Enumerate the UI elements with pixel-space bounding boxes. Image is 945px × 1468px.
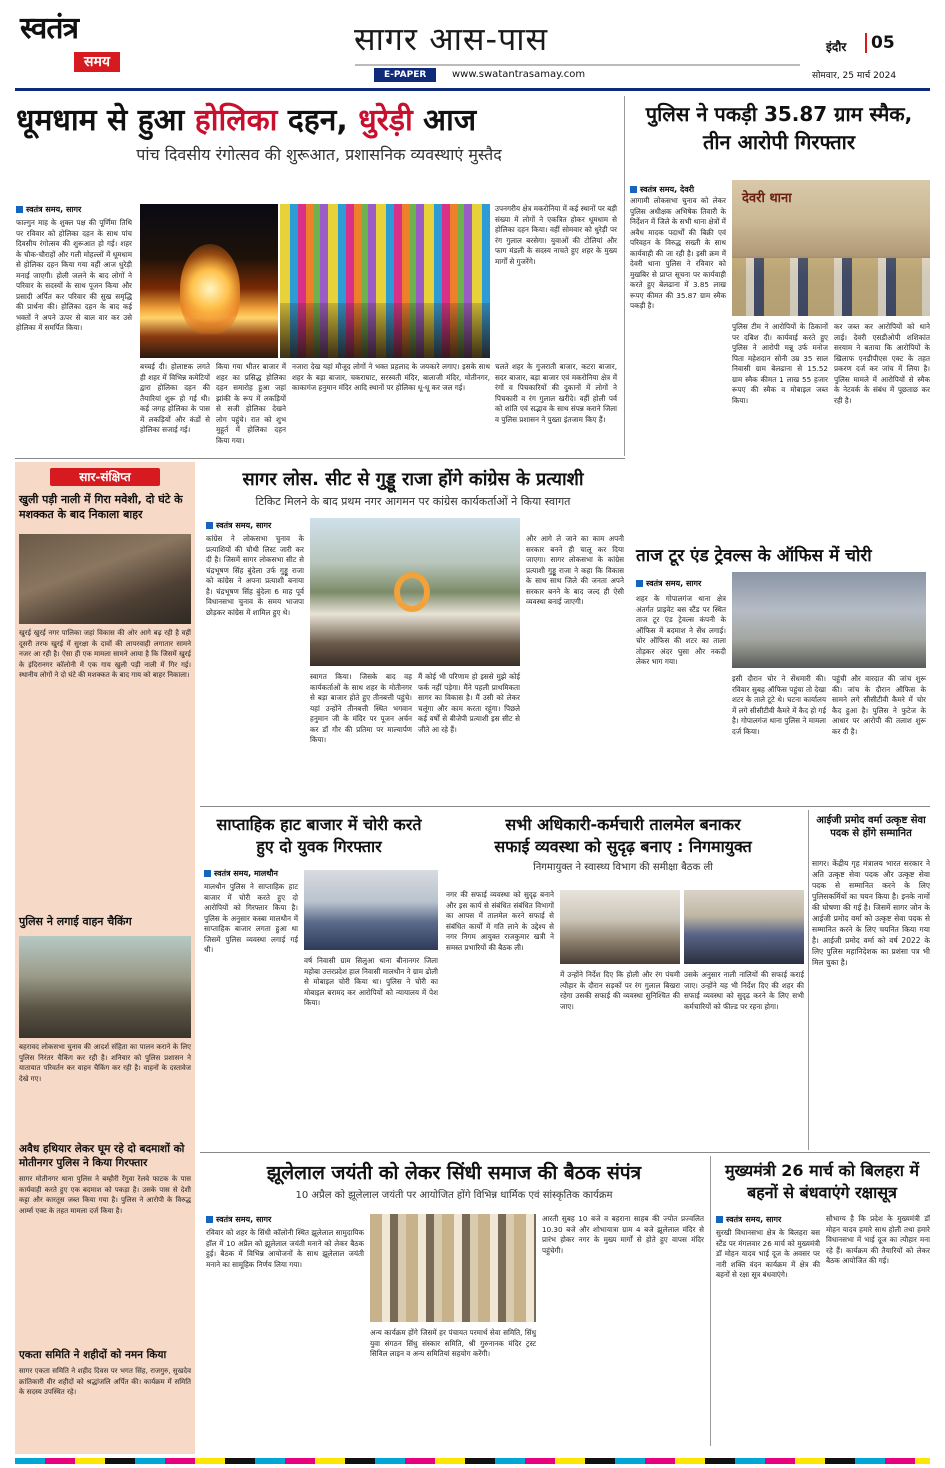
jhulelal-column-1: रविवार को शहर के सिंधी कॉलोनी स्थित झूलेलाल सामुदायिक हॉल में 10 अप्रैल को झूलेलाल जयंती मनाने को लेकर बैठक हुई। बैठक में विभिन्न आयोजनों के साथ झूलेलाल जयंती मनाने का सामूहिक निर्णय लिया गया। xyxy=(206,1228,364,1269)
jhulelal-column-3: आरती सुबह 10 बजे व बहराना साहब की ज्योत प्रज्वलित 10.30 बजे और शोभायात्रा ग्राम 4 बजे झूलेलाल मंदिर से प्रारंभ होकर नगर के मुख्य मार्गों से होते हुए वापस मंदिर पहुंचेगी। xyxy=(542,1214,704,1255)
fire-glow xyxy=(180,244,240,334)
dateline-text: स्वतंत्र समय, सागर xyxy=(216,1215,272,1224)
sidebar-story-3-text: सागर मोतीनगर थाना पुलिस ने बम्हौरी रेंगुवा रेलवे फाटक के पास कार्यवाही करते हुए एक बदमाश को पकड़ा है। उसके पास से देशी कट्टा और कारतूस जब्त किया गया है। पुलिस ने आरोपी के विरुद्ध आर्म्स एक्ट के तहत मामला दर्ज किया है। xyxy=(19,1175,191,1215)
sidebar-header: सार-संक्षिप्त xyxy=(50,468,160,486)
police-headline: पुलिस ने पकड़ी 35.87 ग्राम स्मैक, तीन आरोपी गिरफ्तार xyxy=(645,102,913,154)
cm-story xyxy=(714,1156,930,1454)
police-station-photo xyxy=(732,180,930,316)
page-number: 05 xyxy=(865,33,895,53)
police-station-sign: देवरी थाना xyxy=(742,191,792,206)
award-story xyxy=(812,810,930,1150)
jhulelal-headline: झूलेलाल जयंती को लेकर सिंधी समाज की बैठक संपंत्र xyxy=(266,1162,642,1184)
lead-headline xyxy=(16,96,622,140)
column-divider xyxy=(710,1156,711,1446)
dateline-text: स्वतंत्र समय, सागर xyxy=(216,521,272,530)
print-color-strip xyxy=(15,1458,930,1464)
lead-column-4: नजारा देख यहां मौजूद लोगों ने भक्त प्रहलाद के जयकारे लगाए। इसके साथ शहर के बड़ा बाजार, चकराघाट, सरस्वती मंदिर, बालाजी मंदिर, मोतीनगर, काकागंज हनुमान मंदिर आदि स्थानों पर होलिका धू-धू कर जल गई। xyxy=(292,362,490,392)
haat-column-1: मालथौन पुलिस ने साप्ताहिक हाट बाजार में चोरी करते हुए दो आरोपियों को गिरफ्तार किया है। पुलिस के अनुसार कस्बा मालथौन में साप्ताहिक बाजार लगता हुआ था जिसमें पुलिस व्यवस्था लगाई गई थी। xyxy=(204,882,298,954)
nigam-column-3: उसके अनुसार नाली नालियों की सफाई कराई जाए। उन्होंने यह भी निर्देश दिए की शहर की सफाई व्यवस्था को सुदृढ़ करने के लिए सभी कर्मचारियों को फील्ड पर रहना होगा। xyxy=(684,970,804,1011)
section-rule xyxy=(15,458,625,459)
section-title: सागर आस-पास xyxy=(354,20,549,58)
taj-story xyxy=(630,540,930,802)
taj-column-3: पहुंची और वारदात की जांच शुरू की। जांच के दौरान ऑफिस के सामने लगे सीसीटीवी कैमरे में चोर कैद हुआ है। पुलिस ने फुटेज के आधार पर आरोपी की तलाश शुरू कर दी है। xyxy=(832,674,926,736)
column-divider xyxy=(808,810,809,1150)
meeting-photo-1 xyxy=(560,890,680,964)
dateline-square-icon xyxy=(636,580,643,587)
market-colors-photo xyxy=(280,204,490,358)
logo xyxy=(20,12,140,82)
dateline-text: स्वतंत्र समय, सागर xyxy=(26,205,82,214)
masthead-rule xyxy=(355,64,800,66)
congress-headline: सागर लोस. सीट से गुड्डू राजा होंगे कांग्रेस के प्रत्याशी xyxy=(242,469,584,490)
jhulelal-dateline xyxy=(206,1214,271,1225)
sidebar-story-4-text: सागर एकता समिति ने शहीद दिवस पर भगत सिंह, राजगुरु, सुखदेव क्रांतिकारी वीर शहीदों को श्रद्धांजलि अर्पित की। कार्यक्रम में समिति के सदस्य उपस्थित रहे। xyxy=(19,1367,191,1396)
lead-column-2: बच्चई दी। होलाष्टक लगते ही शहर में विभिन्न कमेटियों द्वारा होलिका दहन की तैयारियां शुरू हो गई थी। कई जगह होलिका के पास में लकड़ियों और कंडों से होलिका सजाई गई। xyxy=(140,362,210,434)
sidebar-story-2-headline: पुलिस ने लगाई वाहन चैकिंग xyxy=(19,915,132,928)
cm-headline: मुख्यमंत्री 26 मार्च को बिलहरा में बहनों से बंधवाएंगे रक्षासूत्र xyxy=(724,1161,920,1202)
cm-column-2: सौभाग्य है कि प्रदेश के मुख्यमंत्री डॉ मोहन यादव हमारे साथ होली तथा हमारे विधानसभा में भाई दूज का त्यौहार मना रहे हैं। कार्यक्रम की तैयारियों को लेकर बैठक आयोजित की गई। xyxy=(826,1214,930,1265)
jhulelal-meeting-photo xyxy=(370,1214,536,1322)
dateline-text: स्वतंत्र समय, देवरी xyxy=(640,185,695,194)
issue-date: सोमवार, 25 मार्च 2024 xyxy=(812,71,897,81)
holika-fire-photo xyxy=(140,204,278,358)
nigam-headline-1: सभी अधिकारी-कर्मचारी तालमेल बनाकर xyxy=(505,815,741,834)
lead-subhead: पांच दिवसीय रंगोत्सव की शुरूआत, प्रशासनिक व्यवस्थाएं मुस्तैद xyxy=(136,145,502,164)
police-column-1: आगामी लोकसभा चुनाव को लेकर पुलिस अधीक्षक अभिषेक तिवारी के निर्देशन में जिले के सभी थाना क्षेत्रों में अवैध मादक पदार्थों की बिक्री एवं परिवहन के विरुद्ध सख्ती के साथ कार्यवाही की जा रही है। इसी क्रम में देवरी थाना पुलिस ने रविवार को मुखबिर से प्राप्त सूचना पर कार्यवाही करते हुए बेलढाना में 3.85 लाख रूपए कीमत की 35.87 ग्राम स्मैक पकड़ी है। xyxy=(630,196,726,310)
nigam-headline-2: सफाई व्यवस्था को सुदृढ़ बनाए : निगमायुक्त xyxy=(494,837,752,856)
congress-dateline xyxy=(206,520,271,531)
dateline-text: स्वतंत्र समय, सागर xyxy=(726,1215,782,1224)
dateline-text: स्वतंत्र समय, मालथौन xyxy=(214,869,278,878)
haat-story xyxy=(200,810,438,1164)
logo-bottom-text: समय xyxy=(74,52,120,72)
cattle-rescue-photo xyxy=(19,534,191,624)
dateline-square-icon xyxy=(206,1216,213,1223)
congress-column-1: कांग्रेस ने लोकसभा चुनाव के प्रत्याशियों की चौथी लिस्ट जारी कर दी है। जिसमें सागर लोकसभा सीट से चंद्रभूषण सिंह बुंदेला उर्फ गुड्डू राजा को कांग्रेस ने अपना प्रत्याशी बनाया है। चंद्रभूषण सिंह बुंदेला 6 माह पूर्व विधानसभा चुनाव के समय भाजपा छोड़कर कांग्रेस में शामिल हुए थे। xyxy=(206,534,304,617)
lead-column-5: उपनगरीय क्षेत्र मकरोनिया में कई स्थानों पर बड़ी संख्या में लोगों ने एकत्रित होकर धूमधाम से होलिका दहन किया। वहीं सोमवार को धुरेड़ी पर रंग गुलाल बरसेगा। युवाओं की टोलियां और फाग मंडली के सदस्य नाचते हुए शहर के मुख्य मार्गों से गुजरेंगे। xyxy=(495,204,617,266)
dateline-square-icon xyxy=(16,206,23,213)
news-sidebar xyxy=(15,462,195,1454)
vehicle-checking-photo xyxy=(19,936,191,1038)
haat-headline: साप्ताहिक हाट बाजार में चोरी करते हुए दो युवक गिरफ्तार xyxy=(216,815,422,856)
police-column-2: पुलिस टीम ने आरोपियों के ठिकानों पर दबिश दी। कार्यवाई करते हुए पुलिस ने आरोपी मन्नू उर्फ मनोज पिता महेशदान सोनी उम्र 35 साल निवासी ग्राम बेलढाना से 15.52 ग्राम स्मैक कीमत 1 लाख 55 हजार रूपए की स्मैक व मोबाइल जब्त किया। xyxy=(732,322,828,405)
award-headline: आईजी प्रमोद वर्मा उत्कृष्ट सेवा पदक से होंगे सम्मानित xyxy=(816,815,926,839)
website-link[interactable]: www.swatantrasamay.com xyxy=(452,69,586,80)
taj-dateline xyxy=(636,578,701,589)
dateline-square-icon xyxy=(204,870,211,877)
congress-welcome-photo xyxy=(310,518,520,666)
dateline-square-icon xyxy=(206,522,213,529)
masthead-bottom-rule xyxy=(15,88,930,91)
taj-headline: ताज टूर एंड ट्रेवल्स के ऑफिस में चोरी xyxy=(636,546,872,566)
congress-story xyxy=(200,462,626,802)
jhulelal-column-2: अन्य कार्यक्रम होंगे जिसमें हर पंचायत परमार्थ सेवा समिति, सिंधु युवा संगठन सिंधु संस्कार समिति, श्री गुरुनानक मंदिर ट्रस्ट सिविल लाइन व अन्य समितियां सहयोग करेंगी। xyxy=(370,1328,536,1358)
jhulelal-story xyxy=(200,1156,708,1454)
sidebar-story-4-headline: एकता समिति ने शहीदों को नमन किया xyxy=(19,1349,167,1361)
award-text: सागर। केंद्रीय गृह मंत्रालय भारत सरकार ने अति उत्कृष्ट सेवा पदक और उत्कृष्ट सेवा पदक से सम्मानित करने के लिए पुलिसकर्मियों का चयन किया है। इनके नामों की घोषणा की गई है। जिसमें सागर जोन के आईजी प्रमोद वर्मा को उत्कृष्ट सेवा पदक से सम्मानित करने के लिए चयनित किया गया है। आईजी प्रमोद वर्मा को वर्ष 2022 के लिए पुलिस महानिदेशक का प्रशंसा पत्र भी मिल चुका है। xyxy=(812,859,930,967)
sidebar-story-1-text: खुरई खुरई नगर पालिका जहां विकास की ओर आगे बढ़ रही है वहीं दूसरी तरफ खुरई में सुरक्षा के दावों की लापरवाही लगातार सामने नजर आ रही है। ऐसा ही एक मामला सामने आया है कि जिसमें खुरई के इंदिरानगर कॉलोनी में एक गाय खुली पड़ी नाली में गिर गई। स्थानीय लोगों ने दो घंटे की मशक्कत के बाद गाय को बाहर निकाला। xyxy=(19,629,191,679)
haat-dateline xyxy=(204,868,278,879)
haat-column-2: वर्ष निवासी ग्राम सिलुआ थाना बीनानगर जिला महोबा उत्तरप्रदेश हाल निवासी मालथौन ने ग्राम ढोली से मोबाइल चोरी किया था। पुलिस ने चोरी का मोबाइल बरामद कर आरोपियों को न्यायालय में पेश किया। xyxy=(304,956,438,1007)
police-dateline xyxy=(630,184,694,195)
garland xyxy=(394,572,430,612)
taj-column-2: इसी दौरान चोर ने सेंधमारी की। रविवार सुबह ऑफिस पहुंचा तो देखा शटर के ताले टूटे थे। घटना कार्यालय में लगे सीसीटीवी कैमरे में कैद हो गई है। गोपालगंज थाना पुलिस ने मामला दर्ज किया। xyxy=(732,674,826,736)
dateline-square-icon xyxy=(716,1216,723,1223)
lead-headline-part: आज xyxy=(412,103,477,138)
section-rule xyxy=(200,1152,930,1153)
lead-headline-highlight: धुरेड़ी xyxy=(358,103,413,138)
lead-headline-part: दहन, xyxy=(277,103,359,138)
police-story xyxy=(628,96,930,536)
section-rule xyxy=(200,806,930,807)
cm-dateline xyxy=(716,1214,781,1225)
market-crowd xyxy=(280,303,490,358)
dateline-text: स्वतंत्र समय, सागर xyxy=(646,579,702,588)
nigam-subhead: निगमायुक्त ने स्वास्थ्य विभाग की समीक्षा बैठक ली xyxy=(533,862,713,873)
lead-headline-part: धूमधाम से हुआ xyxy=(16,103,195,138)
nigam-column-1: नगर की सफाई व्यवस्था को सुदृढ़ बनाने और इस कार्य से संबंधित संबंधित विभागों का आपस में तालमेल करने सफाई से संबंधित कार्यों में गति लाने के उद्देश्य से नगर निगम आयुक्त राजकुमार खत्री ने समस्त प्रभारियों की बैठक ली। xyxy=(446,890,554,952)
dateline-square-icon xyxy=(630,186,637,193)
meeting-photo-2 xyxy=(684,890,804,964)
haat-arrest-photo xyxy=(304,870,438,950)
congress-column-4: और आगे ले जाने का काम अपनी सरकार बनने ही चालू कर दिया जाएगा। सागर लोकसभा के कांग्रेस प्रत्याशी गुड्डू राजा ने कहा कि विकास के साथ साथ जिले की जनता अपने सरकार बनने के बाद जल्द ही ऐसी व्यवस्था बनाई जाएगी। xyxy=(526,534,624,606)
nigam-column-2: में उन्होंने निर्देश दिए कि होली और रंग पंचमी त्यौहार के दौरान सड़कों पर रंग गुलाल बिखरा रहेगा उसकी सफाई की व्यवस्था सुनिश्चित की जाए। xyxy=(560,970,680,1011)
cm-column-1: सुरखी विधानसभा क्षेत्र के बिलहरा बस स्टैंड पर मंगलवार 26 मार्च को मुख्यमंत्री डॉ मोहन यादव भाई दूज के अवसर पर नारी शक्ति वंदन कार्यक्रम में क्षेत्र की बहनों से रक्षा सूत्र बंधवाएंगे। xyxy=(716,1228,820,1279)
masthead xyxy=(0,0,945,88)
logo-top-text: स्वतंत्र xyxy=(20,11,79,46)
lead-column-6: चलते शहर के गुजराती बाजार, कटरा बाजार, सदर बाजार, बड़ा बाजार एवं मकरोनिया क्षेत्र में रंगों व पिचकारियों की दुकानों में लोगों ने पिचकारी व रंग गुलाल खरीदे। वहीं होली पर्व को शांति एवं सद्भाव के साथ संपन्न कराने जिला व पुलिस प्रशासन ने पुख्ता इंतजाम किए हैं। xyxy=(495,362,617,424)
congress-column-3: मैं कोई भी परिणाम हो इससे मुझे कोई फर्क नहीं पड़ेगा। मैंने पहली प्राथमिकता सागर का विकास है। मैं उसी को लेकर चलूंगा और काम करता रहूंगा। पिछले कई वर्षों से बीजेपी प्रत्याशी इस सीट से जीते आ रहे हैं। xyxy=(418,672,520,734)
lead-story xyxy=(16,96,622,456)
taj-column-1: शहर के गोपालगंज थाना क्षेत्र अंतर्गत प्राइवेट बस स्टैंड पर स्थित ताज टूर एंड ट्रेवल्स कंपनी के ऑफिस में बदमाश ने सेंध लगाई। चोर ऑफिस की शटर का ताला तोड़कर अंदर घुसा और नकदी लेकर भाग गया। xyxy=(636,594,726,666)
epaper-tag: E-PAPER xyxy=(374,68,436,82)
column-divider xyxy=(624,96,625,456)
lead-column-3: किया गया भीतर बाजार में शहर का प्रसिद्ध होलिका दहन समारोह हुआ जहां झांकी के रूप में लकड़ियों से सजी होलिका देखने लोग पहुंचे। रात को शुभ मुहूर्त में होलिका दहन किया गया। xyxy=(216,362,286,445)
city-label: इंदौर xyxy=(826,40,847,54)
police-column-3: कर जब्त कर आरोपियों को थाने लाई। देवरी एसडीओपी शशिकांत सरयाम ने बताया कि आरोपियों के खिलाफ एनडीपीएस एक्ट के तहत प्रकरण दर्ज कर जांच में लिया है। पुलिस मामले में आरोपियों से स्मैक के नेटवर्क के संबंध में पूछताछ कर रही है। xyxy=(834,322,930,405)
sidebar-story-2-text: बहरावद लोकसभा चुनाव की आदर्श संहिता का पालन कराने के लिए पुलिस निरंतर चैकिंग कर रही है। शनिवार को पुलिस प्रशासन ने यातायात परिवर्तन कर वाहन चैकिंग कर रही है। वाहनों के दस्तावेज देखे गए। xyxy=(19,1043,191,1083)
congress-subhead: टिकिट मिलने के बाद प्रथम नगर आगमन पर कांग्रेस कार्यकर्ताओं ने किया स्वागत xyxy=(255,495,571,508)
congress-column-2: स्वागत किया। जिसके बाद वह कार्यकर्ताओं के साथ शहर के मोतीनगर से बड़ा बाजार होते हुए तीनबत्ती पहुंचे। यहां उन्होंने तीनबत्ती स्थित भगवान हनुमान जी के मंदिर पर पूजन अर्चन कर डॉ गौर की प्रतिमा पर माल्यार्पण किया। xyxy=(310,672,412,744)
lead-dateline xyxy=(16,204,81,215)
police-group xyxy=(732,258,930,316)
nigam-story xyxy=(442,810,804,1164)
jhulelal-subhead: 10 अप्रैल को झूलेलाल जयंती पर आयोजित होंगे विभिन्न धार्मिक एवं सांस्कृतिक कार्यक्रम xyxy=(295,1190,613,1201)
sidebar-story-1-headline: खुली पड़ी नाली में गिरा मवेशी, दो घंटे के मशक्कत के बाद निकाला बाहर xyxy=(19,493,183,521)
sidebar-story-3-headline: अवैध हथियार लेकर घूम रहे दो बदमाशों को मोतीनगर पुलिस ने किया गिरफ्तार xyxy=(19,1143,185,1169)
taj-office-photo xyxy=(732,572,926,668)
lead-headline-highlight: होलिका xyxy=(194,103,278,138)
lead-column-1: फाल्गुन माह के शुक्ल पक्ष की पूर्णिमा तिथि पर रविवार को होलिका दहन के साथ पांच दिवसीय रंगोत्सव की शुरूआत हो गई। शहर के चौक-चौराहों और गली मोहल्लों में धूमधाम से होलिका दहन किया गया वहीं आज धुरेड़ी मनाई जाएगी। होली जलने के बाद लोगों ने परिवार के सदस्यों के साथ पूजन किया और प्रसादी अर्पित कर परिवार की सुख समृद्धि की प्रार्थना की। होलिका दहन के बाद कई भक्तों ने अपने ऊपर से बाल वार कर उसे होलिका में समर्पित किया। xyxy=(16,218,132,332)
